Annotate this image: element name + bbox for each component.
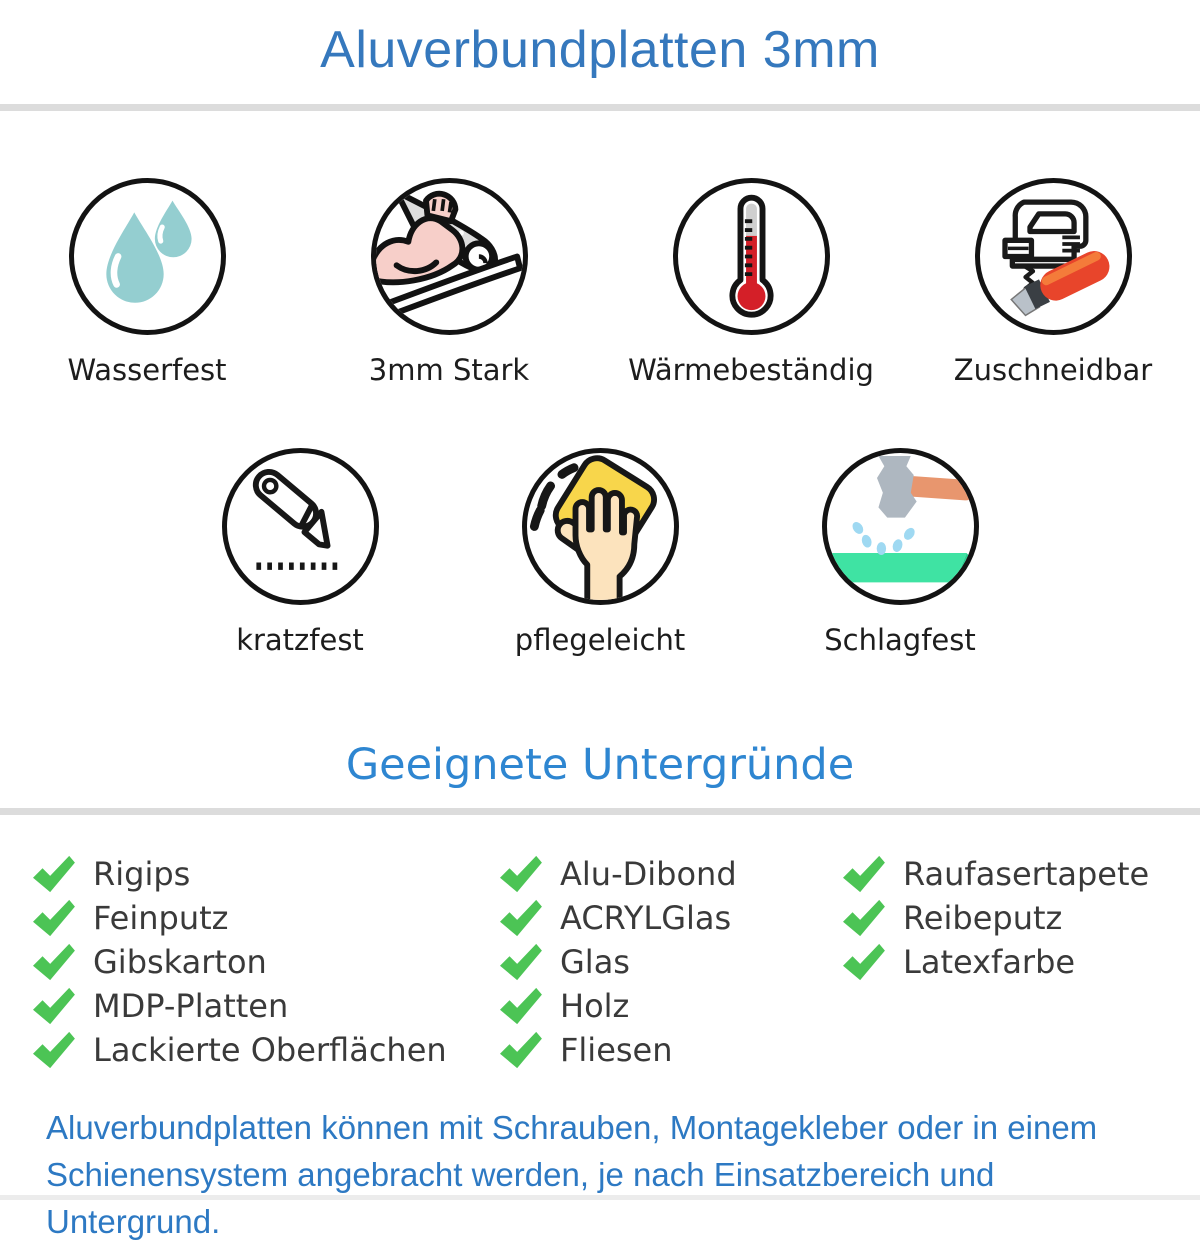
feature-label: Zuschneidbar [953, 353, 1153, 387]
feature-label: kratzfest [236, 623, 364, 657]
checkmark-icon [497, 942, 543, 982]
utility-knife-icon [222, 448, 379, 605]
list-item [30, 896, 447, 940]
feature-waterproof [14, 178, 280, 387]
thermometer-icon [673, 178, 830, 335]
list-item [30, 984, 447, 1028]
muscle-arm-icon [371, 178, 528, 335]
feature-heat-resistant [618, 178, 884, 387]
list-item [840, 940, 1149, 984]
list-item [497, 940, 737, 984]
list-item [30, 852, 447, 896]
section-title-substrates: Geeignete Untergründe [345, 740, 855, 790]
list-item-label: Rigips [93, 855, 191, 893]
feature-label: Schlagfest [824, 623, 976, 657]
list-item-label: Gibskarton [93, 943, 267, 981]
checkmark-icon [30, 986, 76, 1026]
list-item [30, 1028, 447, 1072]
feature-impact-resistant [767, 448, 1033, 657]
cleaning-hand-icon [522, 448, 679, 605]
list-item [497, 896, 737, 940]
list-item [497, 852, 737, 896]
checkmark-icon [840, 854, 886, 894]
checkmark-icon [497, 854, 543, 894]
feature-easy-care [467, 448, 733, 657]
list-item-label: Reibeputz [903, 899, 1063, 937]
checkmark-icon [840, 898, 886, 938]
substrates-checklist [0, 852, 1200, 1082]
list-item [840, 852, 1149, 896]
checkmark-icon [30, 854, 76, 894]
checklist-column-1 [30, 852, 447, 1072]
divider-top [0, 104, 1200, 111]
hammer-icon [822, 448, 979, 605]
mounting-note-line-2: Schienensystem angebracht werden, je nach Einsatzbereich und Untergrund. [46, 1156, 995, 1240]
feature-label: Wasserfest [67, 353, 227, 387]
list-item-label: Feinputz [93, 899, 229, 937]
feature-scratch-resistant [167, 448, 433, 657]
checkmark-icon [840, 942, 886, 982]
list-item [497, 984, 737, 1028]
water-drops-icon [69, 178, 226, 335]
checkmark-icon [30, 942, 76, 982]
list-item-label: ACRYLGlas [560, 899, 732, 937]
list-item [30, 940, 447, 984]
mounting-note-line-1: Aluverbundplatten können mit Schrauben, Montagekleber oder in einem [46, 1109, 1098, 1146]
list-item-label: MDP-Platten [93, 987, 289, 1025]
list-item [840, 896, 1149, 940]
feature-cuttable [920, 178, 1186, 387]
checkmark-icon [497, 1030, 543, 1070]
feature-label: 3mm Stark [368, 353, 530, 387]
list-item-label: Raufasertapete [903, 855, 1150, 893]
divider-bottom [0, 1195, 1200, 1200]
feature-label: pflegeleicht [514, 623, 686, 657]
feature-label: Wärmebeständig [628, 353, 874, 387]
feature-3mm-strong [316, 178, 582, 387]
list-item-label: Fliesen [560, 1031, 673, 1069]
list-item-label: Alu-Dibond [560, 855, 737, 893]
features-row-2 [0, 448, 1200, 657]
checklist-column-3 [840, 852, 1149, 984]
list-item-label: Latexfarbe [903, 943, 1076, 981]
checkmark-icon [30, 1030, 76, 1070]
features-row-1 [0, 178, 1200, 387]
jigsaw-cutter-icon [975, 178, 1132, 335]
list-item [497, 1028, 737, 1072]
list-item-label: Holz [560, 987, 630, 1025]
checkmark-icon [497, 898, 543, 938]
list-item-label: Glas [560, 943, 630, 981]
checkmark-icon [497, 986, 543, 1026]
mounting-note [46, 1104, 1170, 1245]
divider-middle [0, 808, 1200, 815]
checkmark-icon [30, 898, 76, 938]
checklist-column-2 [497, 852, 737, 1072]
page-title: Aluverbundplatten 3mm [320, 21, 880, 79]
list-item-label: Lackierte Oberflächen [93, 1031, 447, 1069]
